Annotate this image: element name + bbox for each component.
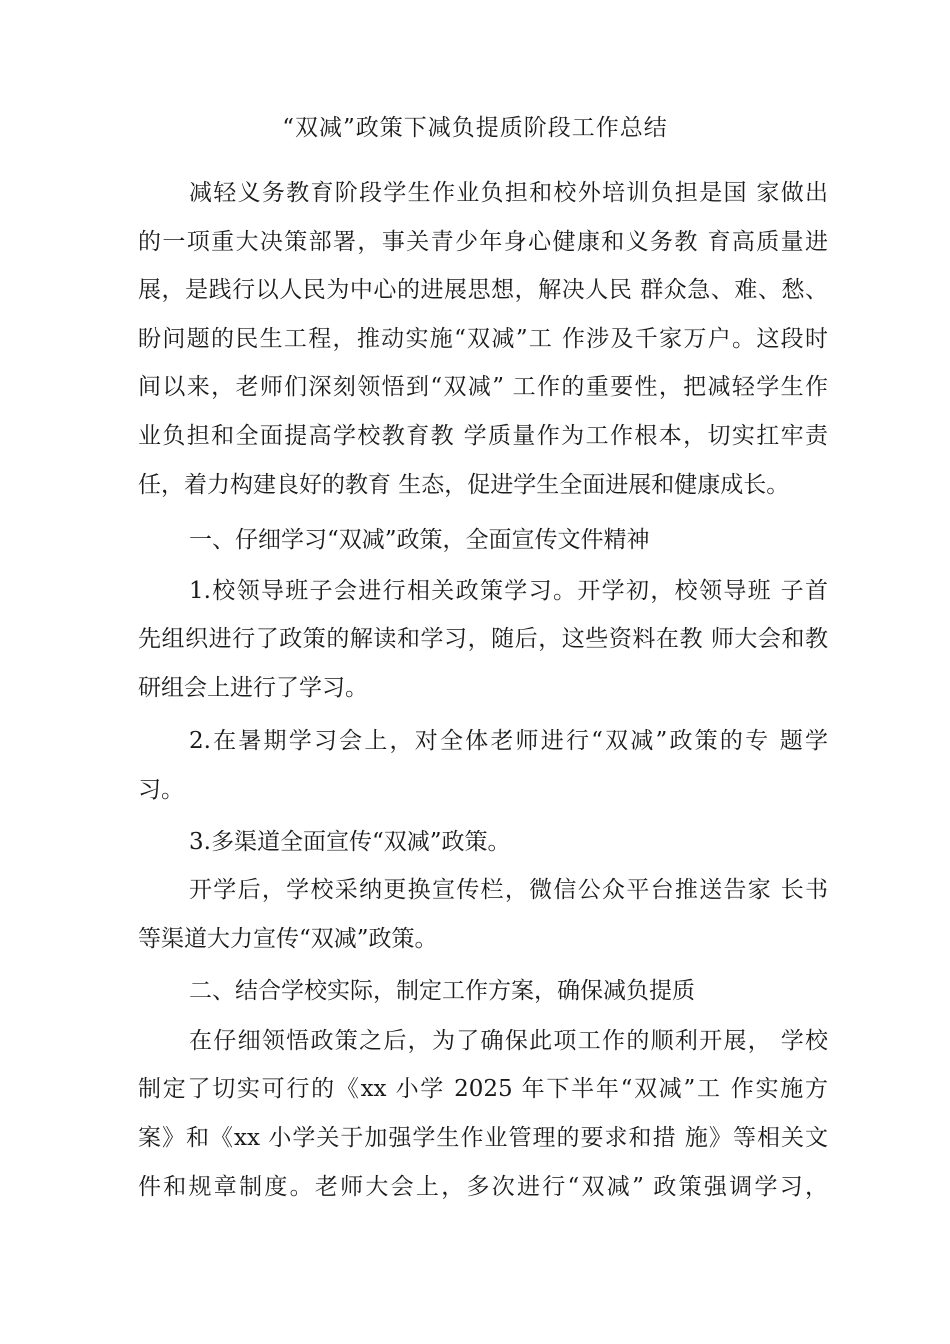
section-heading: 二、结合学校实际，制定工作方案，确保减负提质 bbox=[189, 978, 695, 1004]
paragraph-line: 1.校领导班子会进行相关政策学习。开学初，校领导班 子首 bbox=[189, 578, 828, 604]
paragraph-line: 制定了切实可行的《xx 小学 2025 年下半年“双减”工 作实施方 bbox=[138, 1076, 828, 1102]
paragraph-line: 盼问题的民生工程，推动实施“双减”工 作涉及千家万户。这段时 bbox=[138, 326, 828, 352]
paragraph-line: 件和规章制度。老师大会上，多次进行“双减” 政策强调学习， bbox=[138, 1174, 828, 1200]
paragraph-line: 等渠道大力宣传“双减”政策。 bbox=[138, 926, 438, 952]
document-title: “双减”政策下减负提质阶段工作总结 bbox=[282, 115, 668, 141]
paragraph-line: 3.多渠道全面宣传“双减”政策。 bbox=[189, 829, 511, 855]
paragraph-line: 案》和《xx 小学关于加强学生作业管理的要求和措 施》等相关文 bbox=[138, 1125, 828, 1151]
paragraph-line: 任，着力构建良好的教育 生态，促进学生全面进展和健康成长。 bbox=[138, 472, 790, 498]
paragraph-line: 在仔细领悟政策之后，为了确保此项工作的顺利开展， 学校 bbox=[189, 1028, 828, 1054]
paragraph-line: 间以来，老师们深刻领悟到“双减” 工作的重要性，把减轻学生作 bbox=[138, 374, 828, 400]
paragraph-line: 研组会上进行了学习。 bbox=[138, 675, 368, 701]
section-heading: 一、仔细学习“双减”政策，全面宣传文件精神 bbox=[189, 527, 650, 553]
paragraph-line: 减轻义务教育阶段学生作业负担和校外培训负担是国 家做出 bbox=[189, 180, 828, 206]
paragraph-line: 先组织进行了政策的解读和学习，随后，这些资料在教 师大会和教 bbox=[138, 626, 828, 652]
paragraph-line: 开学后，学校采纳更换宣传栏，微信公众平台推送告家 长书 bbox=[189, 877, 828, 903]
paragraph-line: 2.在暑期学习会上，对全体老师进行“双减”政策的专 题学 bbox=[189, 728, 828, 754]
paragraph-line: 的一项重大决策部署，事关青少年身心健康和义务教 育高质量进 bbox=[138, 229, 828, 255]
paragraph-line: 习。 bbox=[138, 777, 184, 803]
paragraph-line: 业负担和全面提高学校教育教 学质量作为工作根本，切实扛牢责 bbox=[138, 423, 828, 449]
paragraph-line: 展，是践行以人民为中心的进展思想，解决人民 群众急、难、愁、 bbox=[138, 277, 828, 303]
